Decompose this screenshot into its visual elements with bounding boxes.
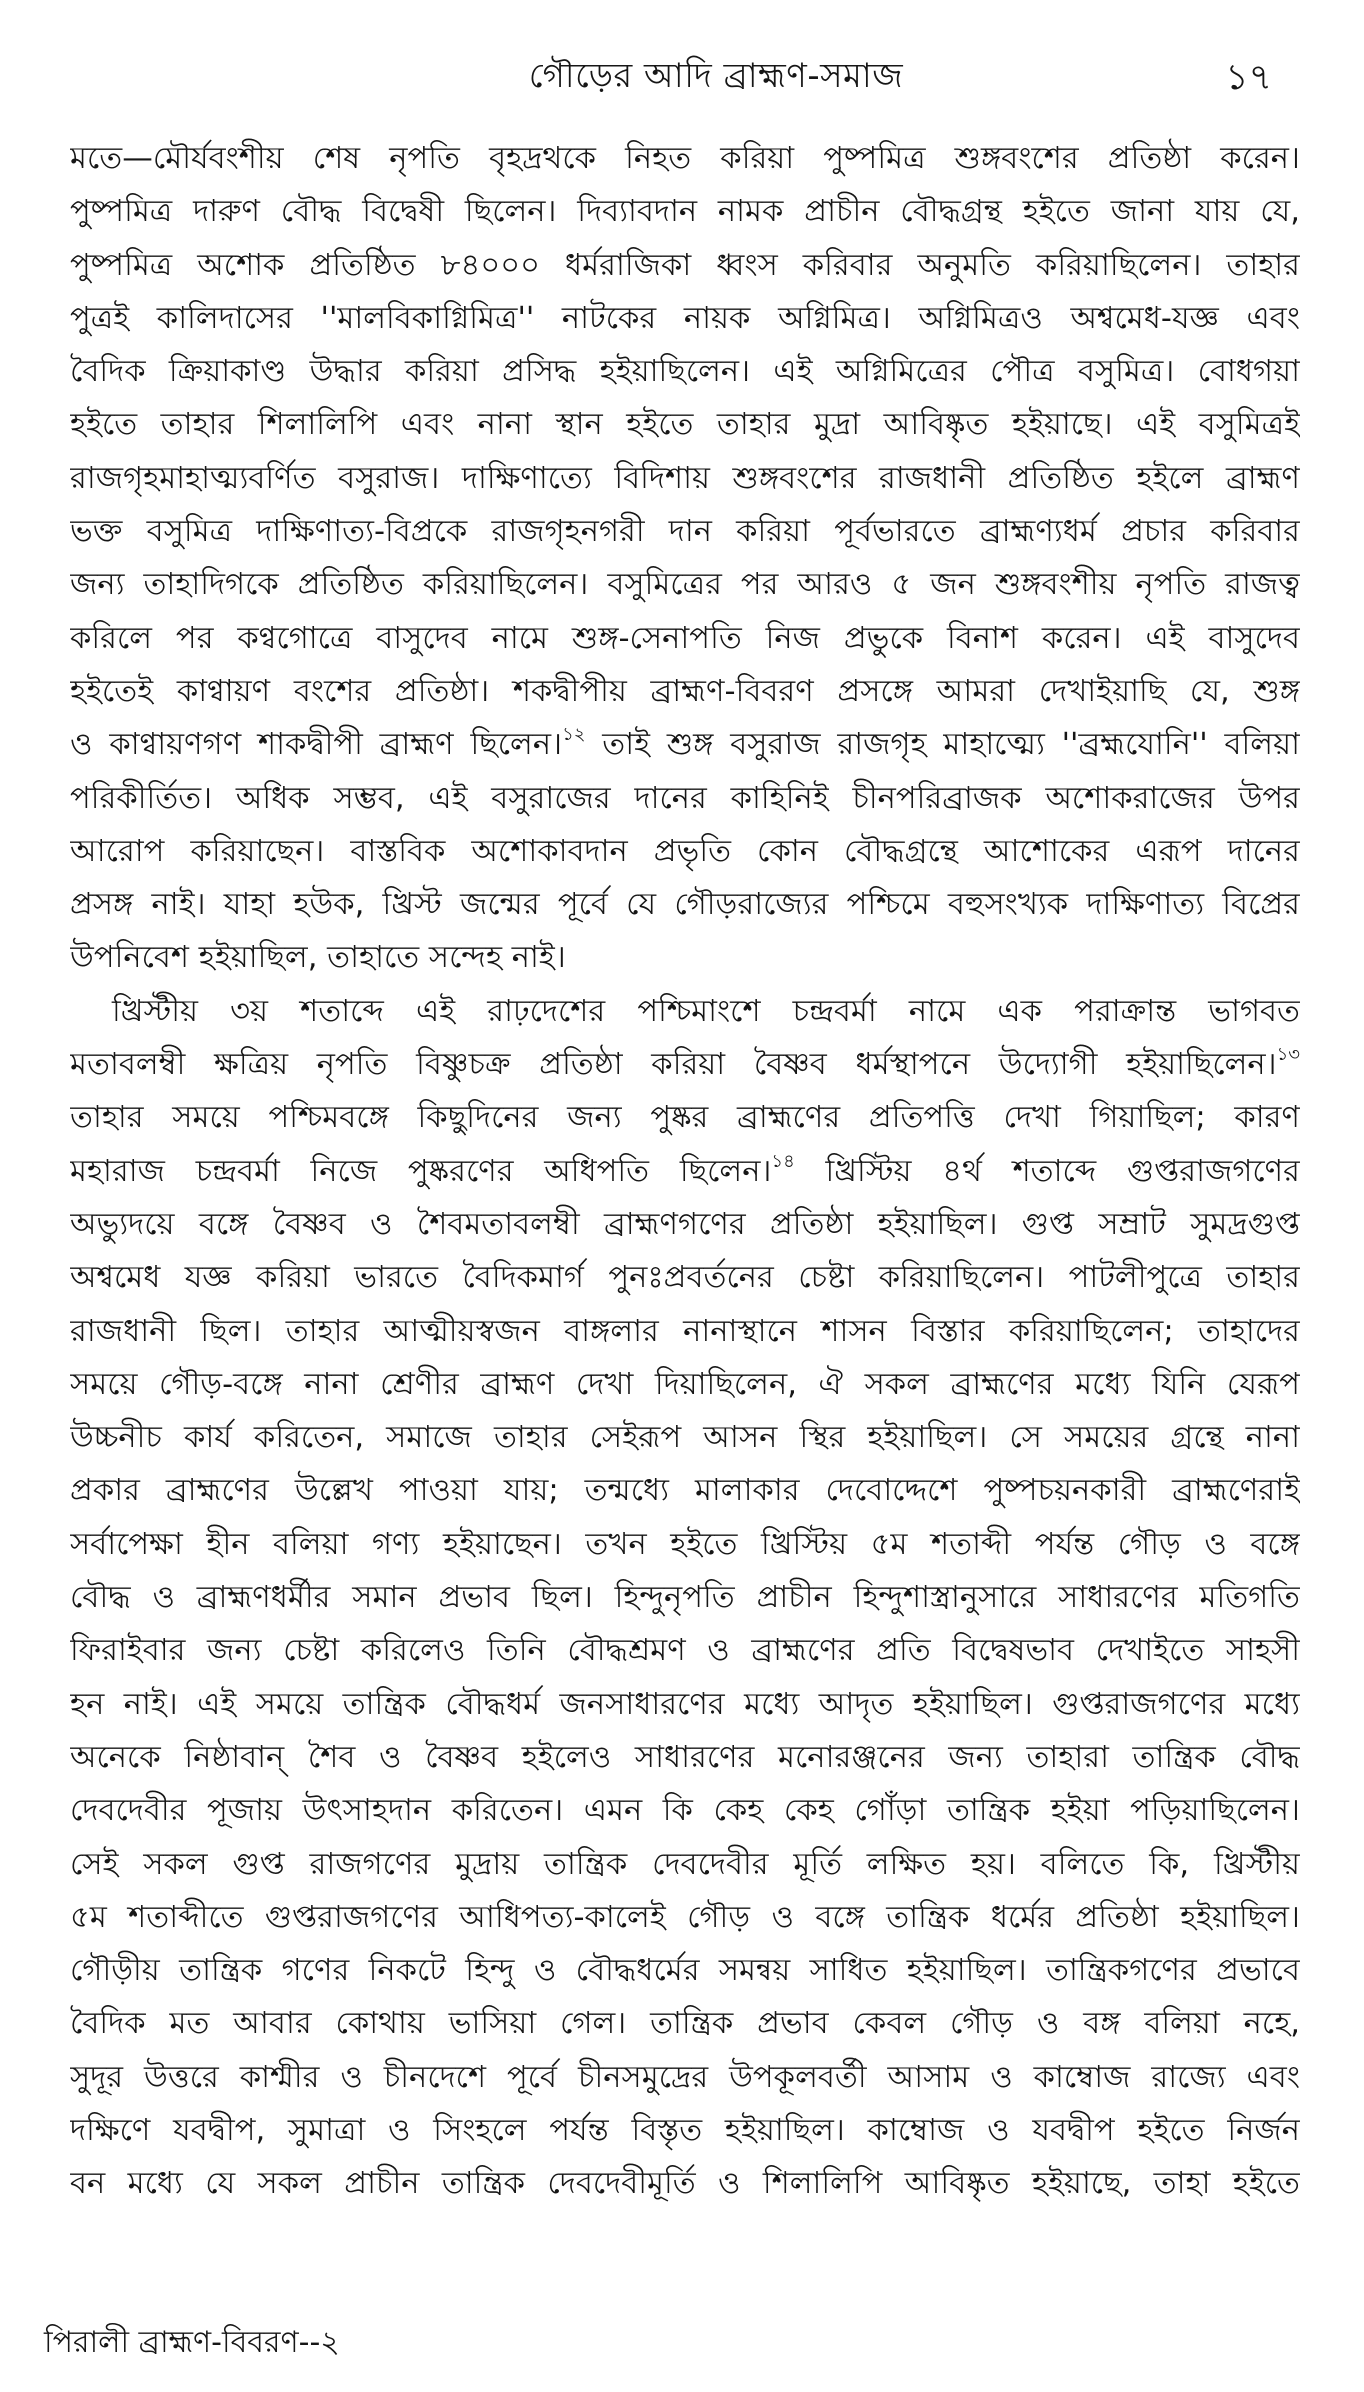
text-line bbox=[70, 1784, 1300, 1837]
text-line bbox=[70, 505, 1300, 558]
text-line-main: প্রসঙ্গ নাই। যাহা হউক, খ্রিস্ট জন্মের পূর্বে যে গৌড়রাজ্যের পশ্চিমে বহুসংখ্যক দাক্ষিণাত্য বিপ্রের bbox=[70, 887, 1300, 923]
text-line-main: দক্ষিণে যবদ্বীপ, সুমাত্রা ও সিংহলে পর্যন্ত বিস্তৃত হইয়াছিল। কাম্বোজ ও যবদ্বীপ হইতে নির্জন bbox=[70, 2112, 1300, 2148]
text-line-main: মতে—মৌর্যবংশীয় শেষ নৃপতি বৃহদ্রথকে নিহত করিয়া পুষ্পমিত্র শুঙ্গবংশের প্রতিষ্ঠা করেন। bbox=[70, 141, 1300, 176]
text-line bbox=[70, 1838, 1300, 1891]
text-line-main: সুদূর উত্তরে কাশ্মীর ও চীনদেশে পূর্বে চীনসমুদ্রের উপকূলবর্তী আসাম ও কাম্বোজ রাজ্যে এবং bbox=[70, 2059, 1300, 2095]
body-text bbox=[70, 132, 1300, 2211]
page-title: গৌড়ের আদি ব্রাহ্মণ-সমাজ bbox=[528, 56, 904, 96]
text-line bbox=[70, 1091, 1300, 1144]
text-line bbox=[70, 1358, 1300, 1411]
text-line bbox=[70, 665, 1300, 718]
text-line-main: অভ্যুদয়ে বঙ্গে বৈষ্ণব ও শৈবমতাবলম্বী ব্রাহ্মণগণের প্রতিষ্ঠা হইয়াছিল। গুপ্ত সম্রাট সুমদ্রগুপ্ত bbox=[70, 1206, 1300, 1242]
text-line bbox=[70, 985, 1300, 1038]
text-line bbox=[70, 1145, 1300, 1198]
text-line bbox=[70, 1678, 1300, 1731]
text-line-main: অশ্বমেধ যজ্ঞ করিয়া ভারতে বৈদিকমার্গ পুনঃপ্রবর্তনের চেষ্টা করিয়াছিলেন। পাটলীপুত্রে তাহার bbox=[70, 1260, 1300, 1296]
text-line-main: ভক্ত বসুমিত্র দাক্ষিণাত্য-বিপ্রকে রাজগৃহনগরী দান করিয়া পূর্বভারতে ব্রাহ্মণ্যধর্ম প্রচার করিবার bbox=[70, 514, 1300, 550]
text-line bbox=[70, 1571, 1300, 1624]
text-line bbox=[70, 1731, 1300, 1784]
text-line bbox=[70, 1891, 1300, 1944]
footnote-marker: ১৪ bbox=[771, 1150, 795, 1172]
text-line-rest: তাই শুঙ্গ বসুরাজ রাজগৃহ মাহাত্ম্যে ''ব্রহ্মযোনি'' বলিয়া bbox=[585, 727, 1300, 763]
text-line bbox=[70, 185, 1300, 238]
text-line-main: গৌড়ীয় তান্ত্রিক গণের নিকটে হিন্দু ও বৌদ্ধধর্মের সমন্বয় সাধিত হইয়াছিল। তান্ত্রিকগণের প্রভাবে bbox=[70, 1953, 1300, 1989]
text-line-main: পুষ্পমিত্র দারুণ বৌদ্ধ বিদ্বেষী ছিলেন। দিব্যাবদান নামক প্রাচীন বৌদ্ধগ্রন্থ হইতে জানা যায় যে, bbox=[70, 194, 1300, 230]
text-line-main: আরোপ করিয়াছেন। বাস্তবিক অশোকাবদান প্রভৃতি কোন বৌদ্ধগ্রন্থে আশোকের এরূপ দানের bbox=[70, 833, 1300, 869]
text-line-main: উচ্চনীচ কার্য করিতেন, সমাজে তাহার সেইরূপ আসন স্থির হইয়াছিল। সে সময়ের গ্রন্থে নানা bbox=[70, 1420, 1300, 1456]
text-line-main: সেই সকল গুপ্ত রাজগণের মুদ্রায় তান্ত্রিক দেবদেবীর মূর্তি লক্ষিত হয়। বলিতে কি, খ্রিস্টীয় bbox=[70, 1846, 1300, 1882]
text-line-main: সময়ে গৌড়-বঙ্গে নানা শ্রেণীর ব্রাহ্মণ দেখা দিয়াছিলেন, ঐ সকল ব্রাহ্মণের মধ্যে যিনি যেরূপ bbox=[70, 1366, 1300, 1402]
text-line-main: অনেকে নিষ্ঠাবান্ শৈব ও বৈষ্ণব হইলেও সাধারণের মনোরঞ্জনের জন্য তাহারা তান্ত্রিক বৌদ্ধ bbox=[70, 1739, 1300, 1775]
text-line bbox=[70, 612, 1300, 665]
text-line bbox=[70, 1518, 1300, 1571]
text-line-main: রাজগৃহমাহাত্ম্যবর্ণিত বসুরাজ। দাক্ষিণাত্যে বিদিশায় শুঙ্গবংশের রাজধানী প্রতিষ্ঠিত হইলে ব্রাহ্মণ bbox=[70, 460, 1300, 496]
text-line-main: উপনিবেশ হইয়াছিল, তাহাতে সন্দেহ নাই। bbox=[70, 940, 566, 976]
text-line-main: জন্য তাহাদিগকে প্রতিষ্ঠিত করিয়াছিলেন। বসুমিত্রের পর আরও ৫ জন শুঙ্গবংশীয় নৃপতি রাজত্ব bbox=[70, 567, 1300, 603]
text-line-main: খ্রিস্টীয় ৩য় শতাব্দে এই রাঢ়দেশের পশ্চিমাংশে চন্দ্রবর্মা নামে এক পরাক্রান্ত ভাগবত bbox=[112, 993, 1300, 1029]
text-line-main: বৈদিক ক্রিয়াকাণ্ড উদ্ধার করিয়া প্রসিদ্ধ হইয়াছিলেন। এই অগ্নিমিত্রের পৌত্র বসুমিত্র। বোধগয়া bbox=[70, 354, 1300, 390]
running-header bbox=[128, 44, 1304, 114]
text-line bbox=[70, 1411, 1300, 1464]
text-line bbox=[70, 398, 1300, 451]
text-line bbox=[70, 931, 1300, 984]
text-line bbox=[70, 1464, 1300, 1517]
text-line bbox=[70, 825, 1300, 878]
text-line-main: তাহার সময়ে পশ্চিমবঙ্গে কিছুদিনের জন্য পুষ্কর ব্রাহ্মণের প্রতিপত্তি দেখা গিয়াছিল; কারণ bbox=[70, 1100, 1300, 1136]
text-line-main: ৫ম শতাব্দীতে গুপ্তরাজগণের আধিপত্য-কালেই গৌড় ও বঙ্গে তান্ত্রিক ধর্মের প্রতিষ্ঠা হইয়াছিল। bbox=[70, 1899, 1300, 1935]
text-line-main: হন নাই। এই সময়ে তান্ত্রিক বৌদ্ধধর্ম জনসাধারণের মধ্যে আদৃত হইয়াছিল। গুপ্তরাজগণের মধ্যে bbox=[70, 1686, 1300, 1722]
text-line-main: হইতেই কাণ্বায়ণ বংশের প্রতিষ্ঠা। শকদ্বীপীয় ব্রাহ্মণ-বিবরণ প্রসঙ্গে আমরা দেখাইয়াছি যে, শুঙ্গ bbox=[70, 673, 1300, 709]
text-line bbox=[70, 718, 1300, 771]
text-line bbox=[70, 1997, 1300, 2050]
text-line-main: বন মধ্যে যে সকল প্রাচীন তান্ত্রিক দেবদেবীমূর্তি ও শিলালিপি আবিষ্কৃত হইয়াছে, তাহা হইতে bbox=[70, 2166, 1300, 2202]
text-line bbox=[70, 1624, 1300, 1677]
text-line-main: ফিরাইবার জন্য চেষ্টা করিলেও তিনি বৌদ্ধশ্রমণ ও ব্রাহ্মণের প্রতি বিদ্বেষভাব দেখাইতে সাহসী bbox=[70, 1633, 1300, 1669]
text-line-main: সর্বাপেক্ষা হীন বলিয়া গণ্য হইয়াছেন। তখন হইতে খ্রিস্টিয় ৫ম শতাব্দী পর্যন্ত গৌড় ও বঙ্গে bbox=[70, 1526, 1300, 1562]
text-line bbox=[70, 2157, 1300, 2210]
text-line bbox=[70, 2104, 1300, 2157]
text-line bbox=[70, 1038, 1300, 1091]
text-line bbox=[70, 558, 1300, 611]
text-line bbox=[70, 772, 1300, 825]
text-line bbox=[70, 1944, 1300, 1997]
text-line-main: বৈদিক মত আবার কোথায় ভাসিয়া গেল। তান্ত্রিক প্রভাব কেবল গৌড় ও বঙ্গ বলিয়া নহে, bbox=[70, 2006, 1300, 2042]
text-line bbox=[70, 878, 1300, 931]
text-line-main: পরিকীর্তিত। অধিক সম্ভব, এই বসুরাজের দানের কাহিনিই চীনপরিব্রাজক অশোকরাজের উপর bbox=[70, 780, 1300, 816]
text-line bbox=[70, 452, 1300, 505]
text-line-main: রাজধানী ছিল। তাহার আত্মীয়স্বজন বাঙ্গলার নানাস্থানে শাসন বিস্তার করিয়াছিলেন; তাহাদের bbox=[70, 1313, 1300, 1349]
page-number: ১৭ bbox=[1225, 57, 1272, 98]
text-line-main: বৌদ্ধ ও ব্রাহ্মণধর্মীর সমান প্রভাব ছিল। হিন্দুনৃপতি প্রাচীন হিন্দুশাস্ত্রানুসারে সাধারণের মতিগতি bbox=[70, 1580, 1300, 1616]
text-line-main: পুত্রই কালিদাসের ''মালবিকাগ্নিমিত্র'' নাটকের নায়ক অগ্নিমিত্র। অগ্নিমিত্রও অশ্বমেধ-যজ্ঞ এবং bbox=[70, 300, 1300, 336]
page-footer: পিরালী ব্রাহ্মণ-বিবরণ--২ bbox=[44, 2325, 340, 2360]
text-line-main: মহারাজ চন্দ্রবর্মা নিজে পুষ্করণের অধিপতি ছিলেন। bbox=[70, 1153, 772, 1189]
text-line-main: মতাবলম্বী ক্ষত্রিয় নৃপতি বিষ্ণুচক্র প্রতিষ্ঠা করিয়া বৈষ্ণব ধর্মস্থাপনে উদ্যোগী হইয়াছিলেন। bbox=[70, 1047, 1277, 1083]
footnote-marker: ১২ bbox=[562, 724, 586, 746]
text-line-main: হইতে তাহার শিলালিপি এবং নানা স্থান হইতে তাহার মুদ্রা আবিষ্কৃত হইয়াছে। এই বসুমিত্রই bbox=[70, 407, 1300, 443]
text-line-main: প্রকার ব্রাহ্মণের উল্লেখ পাওয়া যায়; তন্মধ্যে মালাকার দেবোদ্দেশে পুষ্পচয়নকারী ব্রাহ্মণেরাই bbox=[70, 1473, 1300, 1509]
text-line-rest: খ্রিস্টিয় ৪র্থ শতাব্দে গুপ্তরাজগণের bbox=[794, 1153, 1300, 1189]
text-line bbox=[70, 345, 1300, 398]
text-line-main: পুষ্পমিত্র অশোক প্রতিষ্ঠিত ৮৪০০০ ধর্মরাজিকা ধ্বংস করিবার অনুমতি করিয়াছিলেন। তাহার bbox=[70, 247, 1300, 283]
text-line bbox=[70, 292, 1300, 345]
text-line-main: ও কাণ্বায়ণগণ শাকদ্বীপী ব্রাহ্মণ ছিলেন। bbox=[70, 727, 563, 763]
text-line bbox=[70, 239, 1300, 292]
text-line bbox=[70, 1198, 1300, 1251]
text-line-main: দেবদেবীর পূজায় উৎসাহদান করিতেন। এমন কি কেহ কেহ গোঁড়া তান্ত্রিক হইয়া পড়িয়াছিলেন। bbox=[70, 1793, 1300, 1829]
text-line bbox=[70, 1305, 1300, 1358]
text-line bbox=[70, 132, 1300, 185]
footnote-marker: ১৩ bbox=[1276, 1044, 1300, 1066]
text-line-main: করিলে পর কণ্বগোত্রে বাসুদেব নামে শুঙ্গ-সেনাপতি নিজ প্রভুকে বিনাশ করেন। এই বাসুদেব bbox=[70, 620, 1300, 656]
text-line bbox=[70, 2051, 1300, 2104]
text-line bbox=[70, 1251, 1300, 1304]
